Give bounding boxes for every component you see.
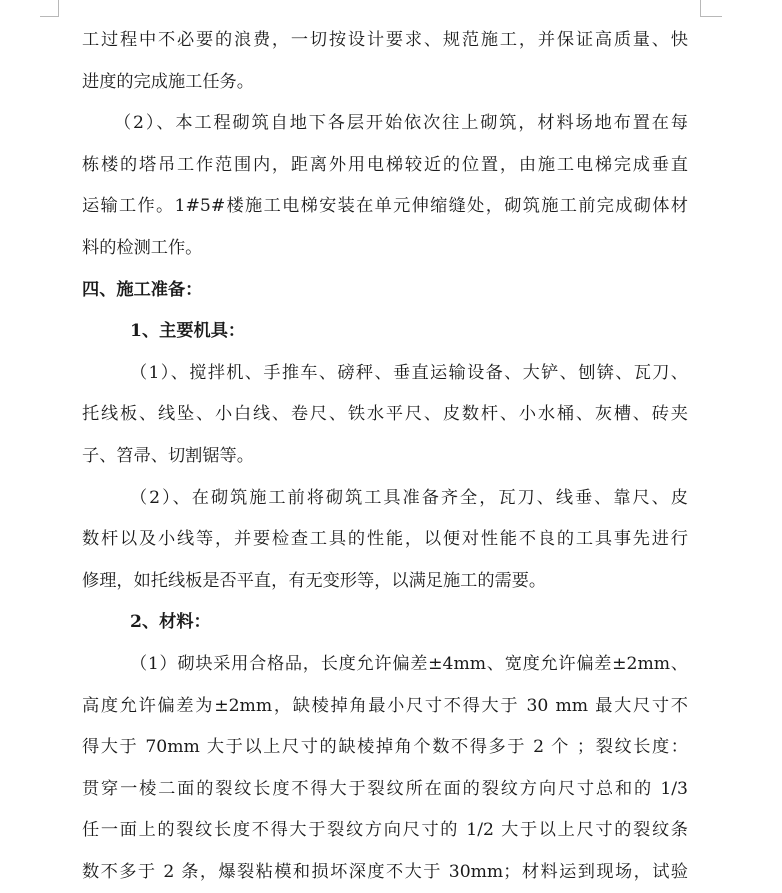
section-heading: 四、施工准备： (82, 279, 203, 300)
text-line: 任一面上的裂纹长度不得大于裂纹方向尺寸的 1/2 大于以上尺寸的裂纹条 (82, 820, 688, 841)
text-line: 修理，如托线板是否平直，有无变形等，以满足施工的需要。 (82, 570, 547, 591)
paragraph-materials-1 (82, 644, 688, 893)
paragraph-continued (82, 20, 688, 103)
text-line: 高度允许偏差为±2mm，缺棱掉角最小尺寸不得大于 30 mm 最大尺寸不 (82, 695, 688, 716)
text-line: 贯穿一棱二面的裂纹长度不得大于裂纹所在面的裂纹方向尺寸总和的 1/3 (82, 778, 688, 799)
text-line: （1）、搅拌机、手推车、磅秤、垂直运输设备、大铲、刨锛、瓦刀、 (130, 362, 688, 383)
text-line: 数不多于 2 条，爆裂粘模和损坏深度不大于 30mm；材料运到现场，试验 (82, 861, 688, 882)
crop-mark-top-left (40, 16, 59, 17)
text-line: （2）、本工程砌筑自地下各层开始依次往上砌筑，材料场地布置在每 (114, 113, 688, 134)
document-body (82, 20, 688, 893)
text-line: 进度的完成施工任务。 (82, 71, 254, 92)
crop-mark-top-left (58, 0, 59, 16)
text-line: 得大于 70mm 大于以上尺寸的缺棱掉角个数不得多于 2 个 ；裂纹长度： (82, 737, 688, 758)
text-line: 运输工作。1#5#楼施工电梯安装在单元伸缩缝处，砌筑施工前完成砌体材 (82, 196, 688, 217)
paragraph-tools-1 (82, 353, 688, 478)
text-line: （2）、在砌筑施工前将砌筑工具准备齐全，瓦刀、线垂、靠尺、皮 (130, 487, 688, 508)
text-line: 数杆以及小线等，并要检查工具的性能，以便对性能不良的工具事先进行 (82, 529, 688, 550)
text-line: 工过程中不必要的浪费，一切按设计要求、规范施工，并保证高质量、快 (82, 30, 688, 50)
text-line: 栋楼的塔吊工作范围内，距离外用电梯较近的位置，由施工电梯完成垂直 (82, 154, 688, 175)
paragraph-tools-2 (82, 478, 688, 603)
text-line: 托线板、线坠、小白线、卷尺、铁水平尺、皮数杆、小水桶、灰槽、砖夹 (82, 404, 688, 425)
paragraph-item-2 (82, 103, 688, 269)
sub-heading-tools: 1、主要机具： (130, 321, 246, 342)
sub-heading-materials: 2、材料： (130, 612, 211, 633)
text-line: 料的检测工作。 (82, 237, 203, 258)
crop-mark-top-right (700, 16, 722, 17)
crop-mark-top-right (700, 0, 701, 16)
text-line: （1）砌块采用合格品，长度允许偏差±4mm、宽度允许偏差±2mm、 (130, 653, 688, 674)
text-line: 子、笤帚、切割锯等。 (82, 445, 254, 466)
